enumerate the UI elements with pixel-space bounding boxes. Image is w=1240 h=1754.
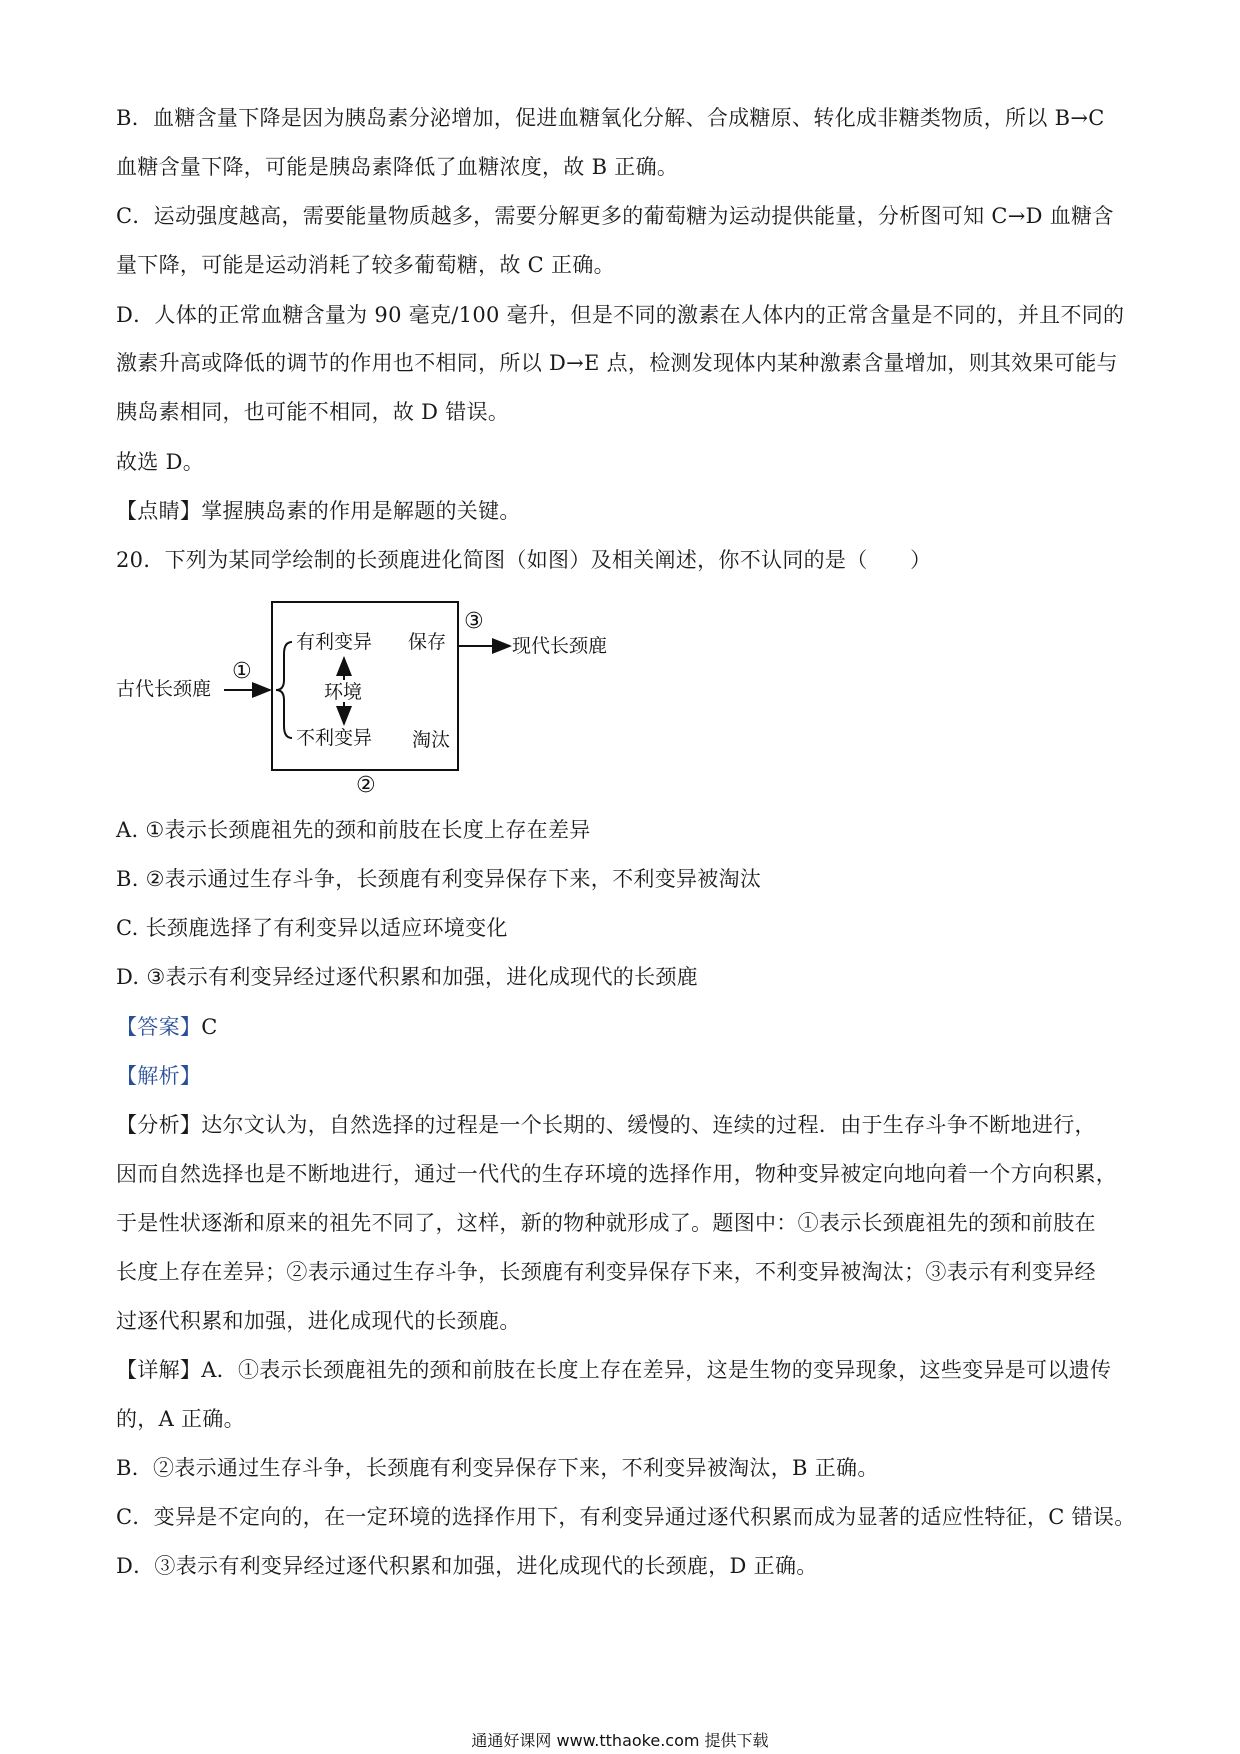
text-line: D．人体的正常血糖含量为 90 毫克/100 毫升，但是不同的激素在人体内的正常含量是不同的，并且不同的: [116, 303, 1125, 327]
marker-1: ①: [232, 659, 252, 684]
text-line: 故选 D。: [116, 450, 205, 474]
question-stem: 20．下列为某同学绘制的长颈鹿进化简图（如图）及相关阐述，你不认同的是（ ）: [116, 548, 932, 572]
text-line: C．运动强度越高，需要能量物质越多，需要分解更多的葡萄糖为运动提供能量，分析图可知 C→D 血糖含: [116, 204, 1114, 228]
text-line: 胰岛素相同，也可能不相同，故 D 错误。: [116, 400, 510, 424]
option-c: C. 长颈鹿选择了有利变异以适应环境变化: [116, 916, 508, 940]
note-line: 【点睛】掌握胰岛素的作用是解题的关键。: [116, 499, 521, 523]
text-line: 激素升高或降低的调节的作用也不相同，所以 D→E 点，检测发现体内某种激素含量增加，则其效果可能与: [116, 351, 1118, 375]
preserve-label: 保存: [408, 631, 447, 653]
favorable-variation-label: 有利变异: [296, 631, 373, 653]
unfavorable-variation-label: 不利变异: [296, 727, 373, 749]
answer-line: [116, 1012, 1126, 1042]
ancient-giraffe-label: 古代长颈鹿: [116, 678, 212, 700]
option-d: D. ③表示有利变异经过逐代积累和加强，进化成现代的长颈鹿: [116, 965, 698, 989]
text-line: 【分析】达尔文认为，自然选择的过程是一个长期的、缓慢的、连续的过程．由于生存斗争不断地进行，: [116, 1113, 1096, 1137]
text-line: 长度上存在差异；②表示通过生存斗争，长颈鹿有利变异保存下来，不利变异被淘汰；③表示有利变异经: [116, 1260, 1096, 1284]
option-a: A. ①表示长颈鹿祖先的颈和前肢在长度上存在差异: [116, 818, 591, 842]
marker-2: ②: [356, 773, 376, 798]
text-line: 血糖含量下降，可能是胰岛素降低了血糖浓度，故 B 正确。: [116, 155, 679, 179]
footer-watermark: 通通好课网 www.tthaoke.com 提供下载: [471, 1731, 769, 1750]
text-line: 【详解】A．①表示长颈鹿祖先的颈和前肢在长度上存在差异，这是生物的变异现象，这些变异是可以遗传: [116, 1358, 1112, 1382]
analysis-label: 【解析】: [116, 1064, 202, 1088]
text-line: 因而自然选择也是不断地进行，通过一代代的生存环境的选择作用，物种变异被定向地向着一个方向积累，: [116, 1162, 1118, 1186]
environment-label: 环境: [324, 681, 363, 703]
text-line: 于是性状逐渐和原来的祖先不同了，这样，新的物种就形成了。题图中：①表示长颈鹿祖先的颈和前肢在: [116, 1211, 1096, 1235]
text-line: B．血糖含量下降是因为胰岛素分泌增加，促进血糖氧化分解、合成糖原、转化成非糖类物质，所以 B→C: [116, 106, 1105, 130]
text-line: 的，A 正确。: [116, 1407, 245, 1431]
giraffe-evolution-diagram: [112, 598, 632, 798]
text-line: B．②表示通过生存斗争，长颈鹿有利变异保存下来，不利变异被淘汰，B 正确。: [116, 1456, 879, 1480]
text-line: 量下降，可能是运动消耗了较多葡萄糖，故 C 正确。: [116, 253, 615, 277]
marker-3: ③: [464, 609, 484, 634]
answer-value: C: [201, 1015, 218, 1039]
text-line: 过逐代积累和加强，进化成现代的长颈鹿。: [116, 1309, 521, 1333]
text-line: D．③表示有利变异经过逐代积累和加强，进化成现代的长颈鹿，D 正确。: [116, 1554, 818, 1578]
brace: [276, 642, 292, 738]
option-b: B. ②表示通过生存斗争，长颈鹿有利变异保存下来，不利变异被淘汰: [116, 867, 762, 891]
text-line: C．变异是不定向的，在一定环境的选择作用下，有利变异通过逐代积累而成为显著的适应性特征，C 错误。: [116, 1505, 1136, 1529]
modern-giraffe-label: 现代长颈鹿: [512, 635, 608, 657]
answer-label: 【答案】: [116, 1015, 202, 1039]
eliminate-label: 淘汰: [412, 729, 451, 751]
